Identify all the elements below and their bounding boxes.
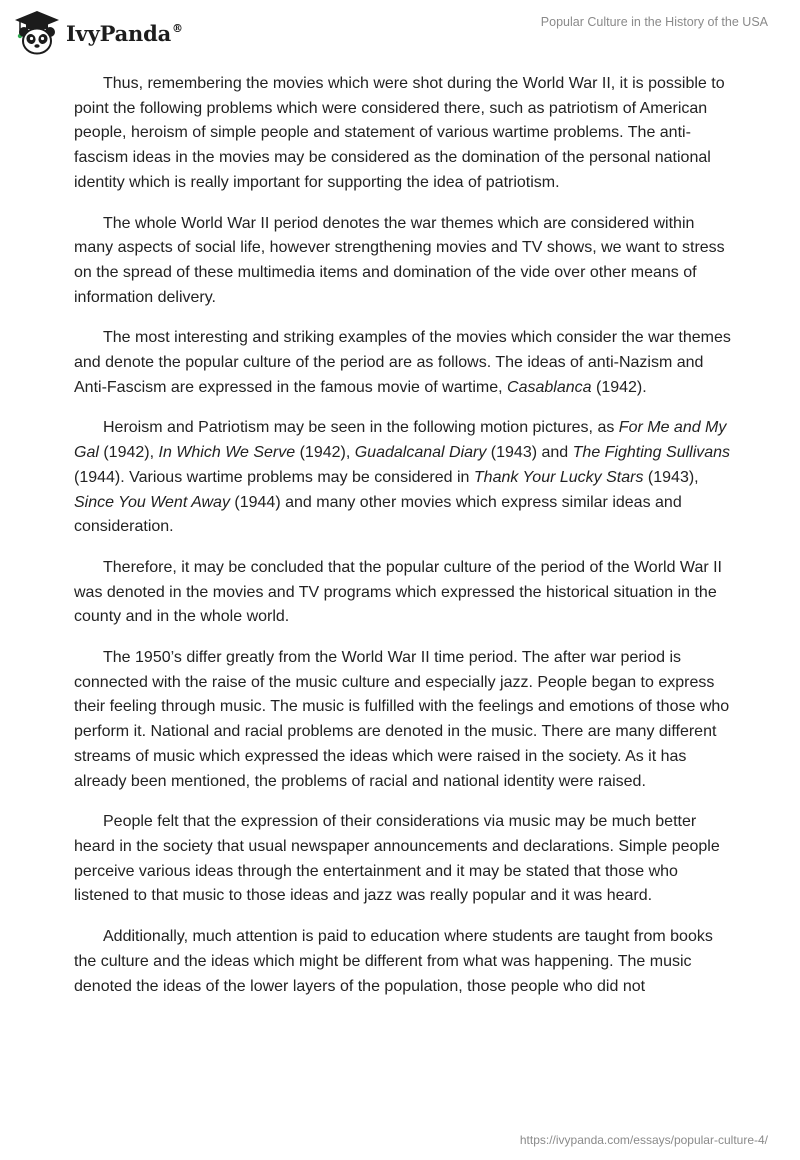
panda-graduate-icon bbox=[14, 10, 60, 56]
movie-title: The Fighting Sullivans bbox=[572, 444, 731, 462]
movie-title: Thank Your Lucky Stars bbox=[473, 468, 644, 486]
paragraph bbox=[74, 810, 734, 909]
document-title: Popular Culture in the History of the USA bbox=[540, 15, 768, 29]
text-run: (1942), bbox=[98, 444, 159, 462]
movie-title: Since You Went Away bbox=[74, 493, 230, 511]
source-url[interactable]: https://ivypanda.com/essays/popular-culture-4/ bbox=[519, 1133, 768, 1147]
text-run: Thus, remembering the movies which were shot during the World War II, it is possible to point the following problems which were considered there, such as patriotism of American people, heroism of simple people and statement of various wartime problems. The anti-fascism ideas in the movies may be considered as the domination of the personal national identity which is really important for supporting the idea of patriotism. bbox=[74, 75, 725, 191]
text-run: (1944) and many other movies which express similar ideas and consideration. bbox=[74, 493, 682, 536]
text-run: The most interesting and striking examples of the movies which consider the war themes and denote the popular culture of the period are as follows. The ideas of anti-Nazism and Anti-Fascism are expressed in the famous movie of wartime, bbox=[74, 329, 731, 396]
paragraph bbox=[74, 416, 734, 540]
paragraph bbox=[74, 326, 734, 400]
paragraph bbox=[74, 72, 734, 196]
text-run: (1942). bbox=[591, 378, 647, 396]
paragraph bbox=[74, 925, 734, 999]
paragraph bbox=[74, 556, 734, 630]
text-run: People felt that the expression of their considerations via music may be much better heard in the society that usual newspaper announcements and declarations. Simple people perceive various ideas through the entertainment and it may be stated that those who listened to that music to those ideas and jazz was really popular and it was heard. bbox=[74, 813, 720, 905]
movie-title: In Which We Serve bbox=[158, 444, 296, 462]
text-run: (1943) and bbox=[486, 444, 573, 462]
text-run: Heroism and Patriotism may be seen in the following motion pictures, as bbox=[103, 419, 619, 437]
paragraph bbox=[74, 646, 734, 794]
brand-name: IvyPanda® bbox=[66, 20, 183, 46]
text-run: (1943), bbox=[643, 468, 699, 486]
text-run: The whole World War II period denotes the war themes which are considered within many aspects of social life, however strengthening movies and TV shows, we want to stress on the spread of these multimedia items and domination of the vide over other means of information delivery. bbox=[74, 214, 725, 306]
ivypanda-logo[interactable] bbox=[14, 10, 183, 56]
text-run: The 1950’s differ greatly from the World War II time period. The after war period is connected with the raise of the music culture and especially jazz. People began to express their feeling through music. The music is fulfilled with the feelings and emotions of those who perform it. National and racial problems are denoted in the music. There are many different streams of music which expressed the ideas which were raised in the society. As it has already been mentioned, the problems of racial and national identity were raised. bbox=[74, 649, 730, 790]
essay-body bbox=[74, 72, 734, 1015]
page-header bbox=[0, 0, 800, 70]
text-run: (1944). Various wartime problems may be considered in bbox=[74, 468, 474, 486]
text-run: Therefore, it may be concluded that the popular culture of the period of the World War II was denoted in the movies and TV programs which expressed the historical situation in the county and in the whole world. bbox=[74, 558, 722, 626]
text-run: Additionally, much attention is paid to education where students are taught from books the culture and the ideas which might be different from what was happening. The music denoted the ideas of the lower layers of the population, those people who did not bbox=[74, 928, 713, 995]
movie-title: Guadalcanal Diary bbox=[354, 444, 487, 462]
text-run: (1942), bbox=[295, 444, 355, 462]
movie-title: Casablanca bbox=[507, 378, 592, 396]
paragraph bbox=[74, 212, 734, 311]
movie-title: For Me and My Gal bbox=[74, 419, 727, 462]
